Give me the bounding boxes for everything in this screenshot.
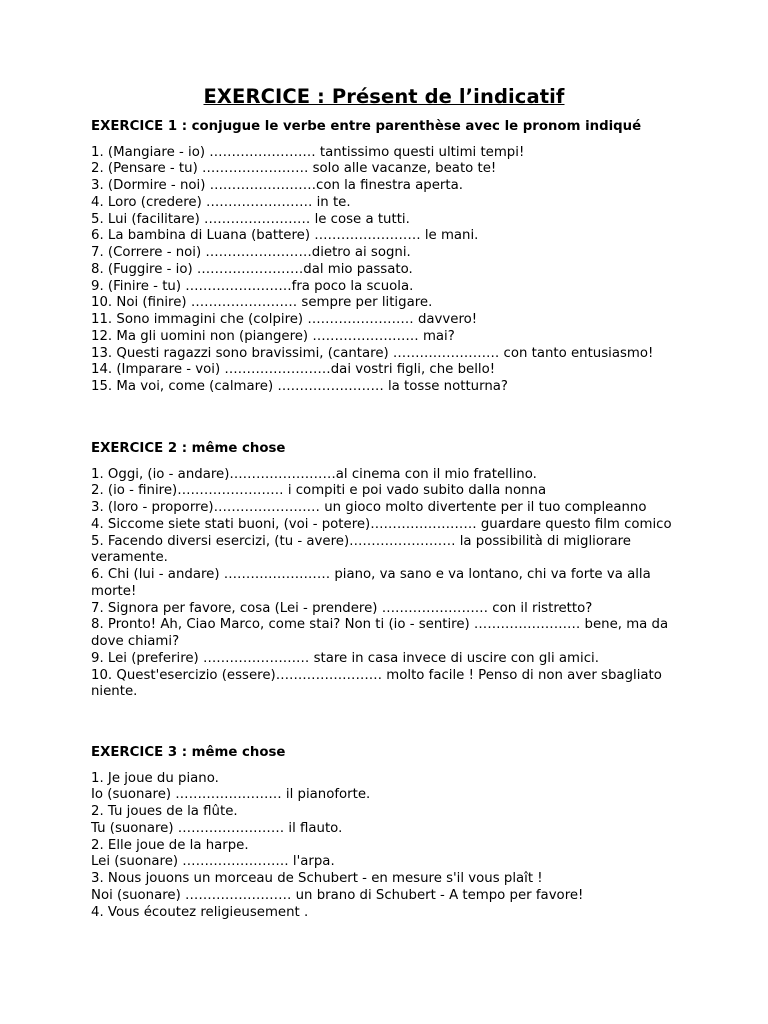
- exercise-2-lines: [91, 467, 681, 702]
- exercise-line: 3. (Dormire - noi) ……………………con la finestra aperta.: [91, 178, 463, 194]
- exercise-line: 14. (Imparare - voi) ……………………dai vostri figli, che bello!: [91, 362, 496, 378]
- exercise-line: 6. La bambina di Luana (battere) …………………… le mani.: [91, 228, 479, 244]
- exercise-line: 4. Vous écoutez religieusement .: [91, 904, 309, 920]
- exercise-1-section: [91, 119, 681, 396]
- exercise-line: 2. Elle joue de la harpe.: [91, 837, 249, 853]
- exercise-3-section: [91, 745, 681, 921]
- exercise-line: 3. (loro - proporre)…………………… un gioco molto divertente per il tuo compleanno: [91, 500, 647, 516]
- exercise-line: 1. Oggi, (io - andare)……………………al cinema con il mio fratellino.: [91, 466, 537, 482]
- exercise-1-heading: EXERCICE 1 : conjugue le verbe entre parenthèse avec le pronom indiqué: [91, 119, 642, 134]
- exercise-line: 4. Loro (credere) …………………… in te.: [91, 194, 351, 210]
- exercise-line: Tu (suonare) …………………… il flauto.: [91, 820, 343, 836]
- exercise-line: 6. Chi (lui - andare) …………………… piano, va sano e va lontano, chi va forte va alla morte!: [91, 567, 651, 599]
- exercise-1-lines: [91, 145, 681, 396]
- exercise-line: 10. Noi (finire) …………………… sempre per litigare.: [91, 295, 433, 311]
- exercise-line: Lei (suonare) …………………… l'arpa.: [91, 854, 335, 870]
- exercise-line: 7. Signora per favore, cosa (Lei - prendere) …………………… con il ristretto?: [91, 600, 593, 616]
- exercise-line: 3. Nous jouons un morceau de Schubert - en mesure s'il vous plaît !: [91, 871, 543, 887]
- exercise-line: 11. Sono immagini che (colpire) …………………… davvero!: [91, 312, 478, 328]
- exercise-line: 2. Tu joues de la flûte.: [91, 804, 238, 820]
- exercise-line: 8. (Fuggire - io) ……………………dal mio passato.: [91, 261, 413, 277]
- exercise-line: 12. Ma gli uomini non (piangere) …………………… mai?: [91, 328, 455, 344]
- exercise-line: 2. (Pensare - tu) …………………… solo alle vacanze, beato te!: [91, 161, 497, 177]
- exercise-line: 5. Lui (facilitare) …………………… le cose a tutti.: [91, 211, 410, 227]
- exercise-line: 9. (Finire - tu) ……………………fra poco la scuola.: [91, 278, 414, 294]
- exercise-line: 5. Facendo diversi esercizi, (tu - avere)…………………… la possibilità di migliorare veramente.: [91, 533, 631, 566]
- exercise-3-heading: EXERCICE 3 : même chose: [91, 745, 286, 760]
- exercise-line: 8. Pronto! Ah, Ciao Marco, come stai? Non ti (io - sentire) …………………… bene, ma da dove chiami?: [91, 617, 669, 650]
- exercise-line: Io (suonare) …………………… il pianoforte.: [91, 787, 371, 803]
- exercise-line: 4. Siccome siete stati buoni, (voi - potere)…………………… guardare questo film comico: [91, 516, 672, 532]
- exercise-2-heading: EXERCICE 2 : même chose: [91, 441, 286, 456]
- page-title: EXERCICE : Présent de l’indicatif: [203, 85, 565, 108]
- exercise-line: 2. (io - finire)…………………… i compiti e poi vado subito dalla nonna: [91, 483, 547, 499]
- exercise-line: 9. Lei (preferire) …………………… stare in casa invece di uscire con gli amici.: [91, 650, 599, 666]
- exercise-line: 15. Ma voi, come (calmare) …………………… la tosse notturna?: [91, 379, 508, 395]
- exercise-3-lines: [91, 771, 681, 922]
- exercise-2-section: [91, 441, 681, 701]
- exercise-line: Noi (suonare) …………………… un brano di Schubert - A tempo per favore!: [91, 887, 584, 903]
- exercise-line: 10. Quest'esercizio (essere)…………………… molto facile ! Penso di non aver sbagliato niente.: [91, 667, 662, 700]
- exercise-line: 7. (Correre - noi) ……………………dietro ai sogni.: [91, 245, 411, 261]
- exercise-line: 13. Questi ragazzi sono bravissimi, (cantare) …………………… con tanto entusiasmo!: [91, 345, 654, 361]
- exercise-line: 1. Je joue du piano.: [91, 770, 219, 786]
- exercise-line: 1. (Mangiare - io) …………………… tantissimo questi ultimi tempi!: [91, 144, 525, 160]
